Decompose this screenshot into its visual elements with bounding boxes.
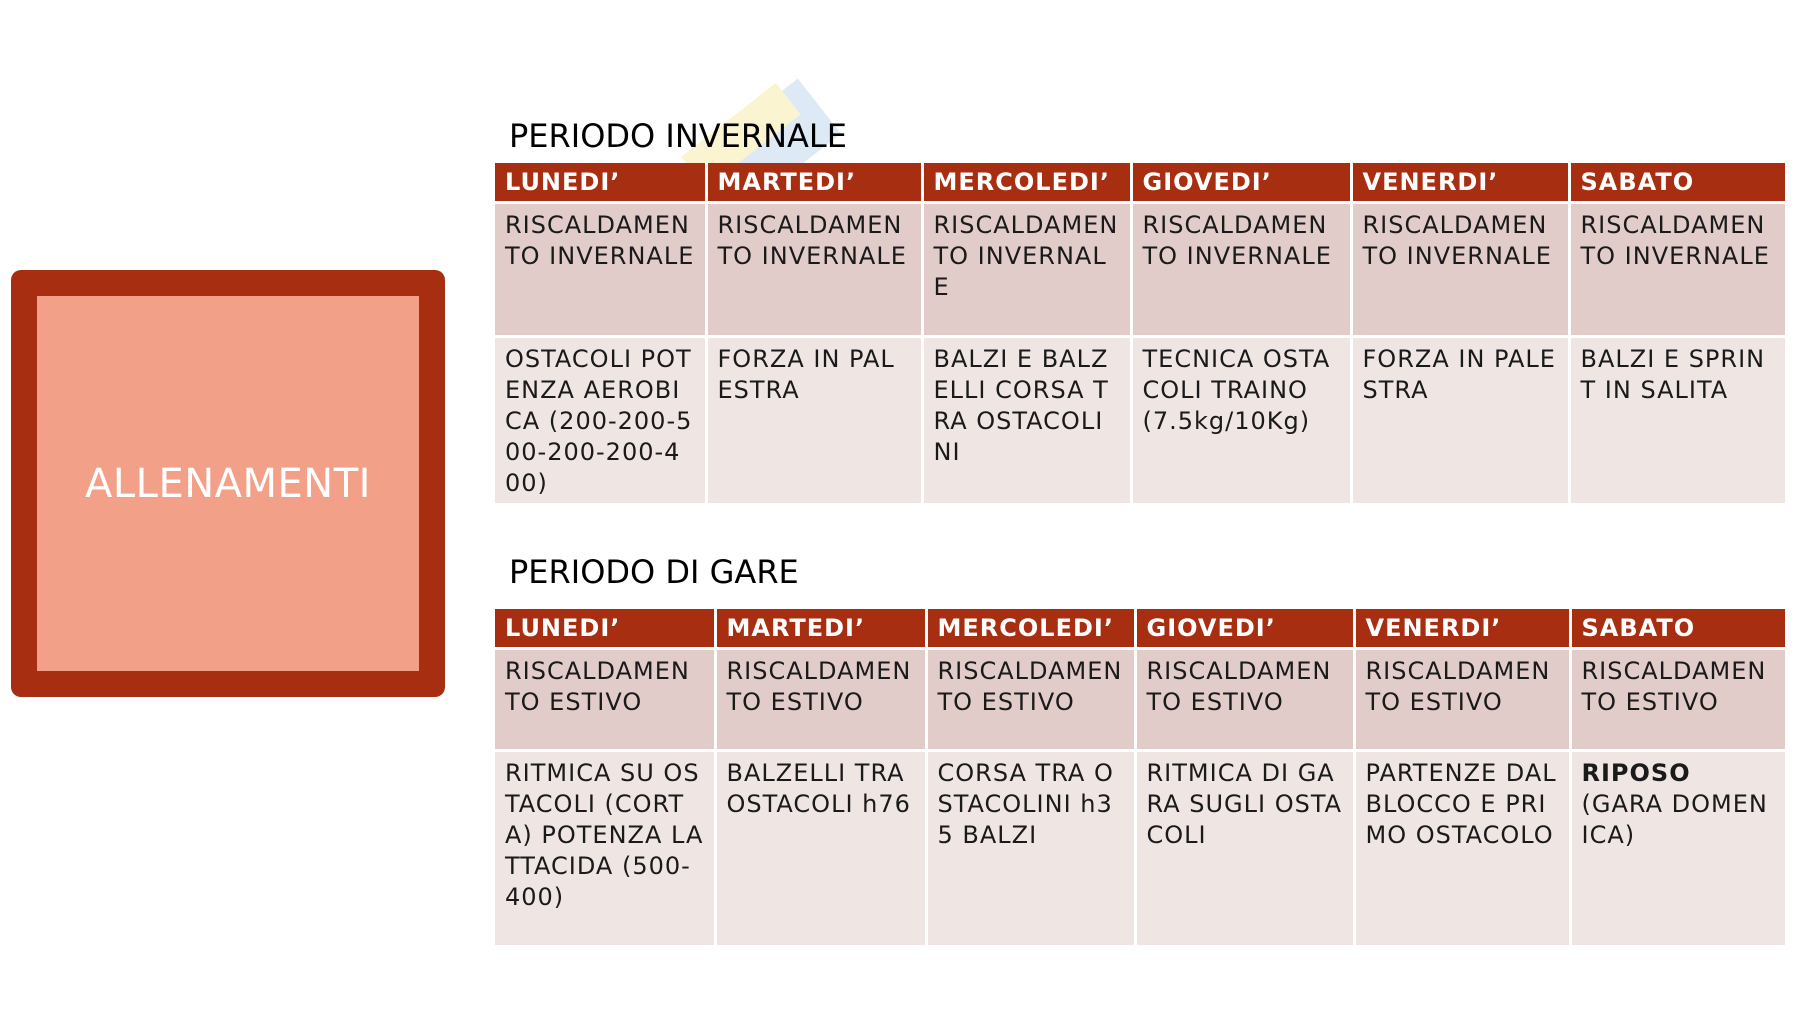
winter-schedule-table [495, 163, 1785, 503]
table-cell: BALZELLI TRA OSTACOLI h76 [715, 751, 926, 945]
header-friday: VENERDI’ [1351, 163, 1569, 203]
table-cell: OSTACOLI POTENZA AEROBICA (200-200-500-200-200-400) [495, 337, 706, 504]
table-cell: CORSA TRA OSTACOLINI h35 BALZI [926, 751, 1135, 945]
table-cell: RITMICA DI GARA SUGLI OSTACOLI [1135, 751, 1354, 945]
table-cell: RISCALDAMENTO ESTIVO [926, 649, 1135, 751]
race-schedule-table [495, 609, 1785, 945]
header-saturday: SABATO [1569, 163, 1785, 203]
table-row [495, 203, 1785, 337]
header-thursday: GIOVEDI’ [1135, 609, 1354, 649]
table-cell: RISCALDAMENTO INVERNALE [922, 203, 1131, 337]
table-row [495, 649, 1785, 751]
table-row [495, 337, 1785, 504]
header-monday: LUNEDI’ [495, 163, 706, 203]
table-cell: RISCALDAMENTO ESTIVO [1354, 649, 1570, 751]
header-monday: LUNEDI’ [495, 609, 715, 649]
header-friday: VENERDI’ [1354, 609, 1570, 649]
table-cell: RISCALDAMENTO ESTIVO [715, 649, 926, 751]
allenamenti-label: ALLENAMENTI [85, 460, 371, 507]
header-tuesday: MARTEDI’ [706, 163, 922, 203]
table-cell: RITMICA SU OSTACOLI (CORTA) POTENZA LATTACIDA (500-400) [495, 751, 715, 945]
rest-note: (GARA DOMENICA) [1581, 790, 1768, 849]
table-cell: PARTENZE DAL BLOCCO E PRIMO OSTACOLO [1354, 751, 1570, 945]
table-cell: TECNICA OSTACOLI TRAINO (7.5kg/10Kg) [1131, 337, 1351, 504]
table-header-row [495, 609, 1785, 649]
table-cell: RISCALDAMENTO ESTIVO [1570, 649, 1785, 751]
header-tuesday: MARTEDI’ [715, 609, 926, 649]
race-period-title: PERIODO DI GARE [509, 553, 799, 591]
table-cell: BALZI E SPRINT IN SALITA [1569, 337, 1785, 504]
table-cell: RISCALDAMENTO INVERNALE [706, 203, 922, 337]
rest-label: RIPOSO [1581, 759, 1691, 787]
header-wednesday: MERCOLEDI’ [926, 609, 1135, 649]
table-header-row [495, 163, 1785, 203]
saturday-rest-cell [1570, 751, 1785, 945]
table-cell: RISCALDAMENTO INVERNALE [1131, 203, 1351, 337]
table-cell: RISCALDAMENTO INVERNALE [1569, 203, 1785, 337]
table-cell: RISCALDAMENTO ESTIVO [495, 649, 715, 751]
table-cell: RISCALDAMENTO INVERNALE [495, 203, 706, 337]
table-cell: RISCALDAMENTO ESTIVO [1135, 649, 1354, 751]
allenamenti-box-inner [37, 296, 419, 671]
header-wednesday: MERCOLEDI’ [922, 163, 1131, 203]
winter-period-title: PERIODO INVERNALE [509, 117, 847, 155]
table-cell: BALZI E BALZELLI CORSA TRA OSTACOLINI [922, 337, 1131, 504]
header-saturday: SABATO [1570, 609, 1785, 649]
table-row [495, 751, 1785, 945]
table-cell: RISCALDAMENTO INVERNALE [1351, 203, 1569, 337]
header-thursday: GIOVEDI’ [1131, 163, 1351, 203]
table-cell: FORZA IN PALESTRA [706, 337, 922, 504]
allenamenti-box [11, 270, 445, 697]
table-cell: FORZA IN PALESTRA [1351, 337, 1569, 504]
